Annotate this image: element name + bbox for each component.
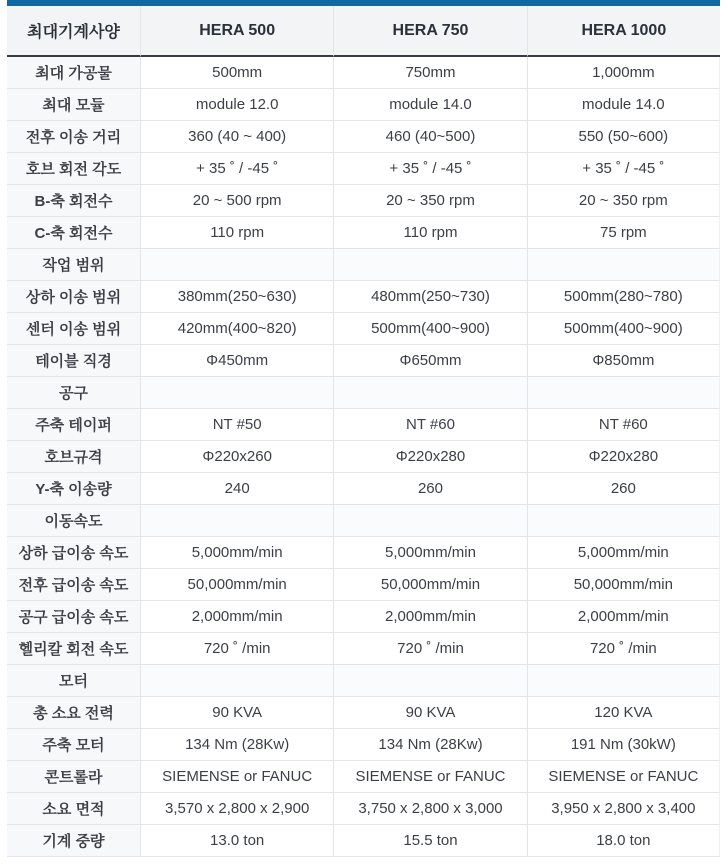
spec-cell: 3,950 x 2,800 x 3,400 [527,793,720,825]
spec-cell: 134 Nm (28Kw) [140,729,333,761]
row-label: C-축 회전수 [7,217,140,249]
row-label: 공구 급이송 속도 [7,601,140,633]
table-row [7,121,720,153]
table-row [7,281,720,313]
spec-cell: 15.5 ton [333,825,526,857]
spec-cell: module 14.0 [527,89,720,121]
spec-cell: 750mm [333,57,526,89]
spec-cell [140,665,333,697]
spec-cell: NT #60 [527,409,720,441]
spec-cell: 75 rpm [527,217,720,249]
spec-table-body [7,57,720,857]
spec-cell: 2,000mm/min [333,601,526,633]
table-row [7,409,720,441]
spec-cell: 500mm(400~900) [527,313,720,345]
spec-cell: 460 (40~500) [333,121,526,153]
row-label: 최대 가공물 [7,57,140,89]
spec-cell: NT #60 [333,409,526,441]
spec-cell: SIEMENSE or FANUC [527,761,720,793]
row-label: 콘트롤라 [7,761,140,793]
spec-cell: 50,000mm/min [140,569,333,601]
spec-cell: 50,000mm/min [527,569,720,601]
row-label: Y-축 이송량 [7,473,140,505]
table-row [7,57,720,89]
spec-cell: 380mm(250~630) [140,281,333,313]
section-label: 이동속도 [7,505,140,537]
section-label: 모터 [7,665,140,697]
spec-cell: Φ220x260 [140,441,333,473]
row-label: 최대 모듈 [7,89,140,121]
spec-cell: module 12.0 [140,89,333,121]
spec-cell: SIEMENSE or FANUC [140,761,333,793]
spec-cell: 20 ~ 350 rpm [527,185,720,217]
spec-cell: 5,000mm/min [140,537,333,569]
row-label: 상하 급이송 속도 [7,537,140,569]
spec-cell: 3,750 x 2,800 x 3,000 [333,793,526,825]
table-row [7,601,720,633]
table-row [7,473,720,505]
spec-cell: 720 ˚ /min [333,633,526,665]
spec-cell: module 14.0 [333,89,526,121]
table-row [7,153,720,185]
row-label: 호브규격 [7,441,140,473]
table-row [7,345,720,377]
spec-cell: 360 (40 ~ 400) [140,121,333,153]
spec-cell: 260 [527,473,720,505]
column-header-hera-500: HERA 500 [140,6,333,57]
table-row [7,633,720,665]
spec-cell: 50,000mm/min [333,569,526,601]
spec-cell: Φ650mm [333,345,526,377]
row-label: 헬리칼 회전 속도 [7,633,140,665]
spec-cell: 500mm [140,57,333,89]
spec-cell [527,505,720,537]
spec-cell: 550 (50~600) [527,121,720,153]
spec-cell [333,249,526,281]
spec-cell: 2,000mm/min [527,601,720,633]
section-row [7,665,720,697]
spec-cell: Φ450mm [140,345,333,377]
table-row [7,793,720,825]
column-header-hera-750: HERA 750 [333,6,526,57]
table-row [7,729,720,761]
spec-cell [527,665,720,697]
spec-cell: 191 Nm (30kW) [527,729,720,761]
spec-cell: 110 rpm [140,217,333,249]
spec-cell: 5,000mm/min [333,537,526,569]
spec-cell: 18.0 ton [527,825,720,857]
spec-cell: 720 ˚ /min [527,633,720,665]
section-row [7,377,720,409]
spec-cell: Φ220x280 [333,441,526,473]
spec-cell: 480mm(250~730) [333,281,526,313]
spec-cell: 13.0 ton [140,825,333,857]
spec-cell: Φ220x280 [527,441,720,473]
spec-cell: 134 Nm (28Kw) [333,729,526,761]
spec-cell: 120 KVA [527,697,720,729]
table-row [7,569,720,601]
table-row [7,313,720,345]
spec-cell: 110 rpm [333,217,526,249]
table-row [7,441,720,473]
spec-cell: 420mm(400~820) [140,313,333,345]
spec-cell: 240 [140,473,333,505]
table-row [7,761,720,793]
row-label: 테이블 직경 [7,345,140,377]
spec-cell: 90 KVA [140,697,333,729]
spec-cell [140,377,333,409]
spec-cell: + 35 ˚ / -45 ˚ [527,153,720,185]
table-header-label: 최대기계사양 [7,6,140,57]
row-label: B-축 회전수 [7,185,140,217]
spec-cell: 2,000mm/min [140,601,333,633]
column-header-hera-1000: HERA 1000 [527,6,720,57]
spec-cell: 500mm(280~780) [527,281,720,313]
spec-cell: + 35 ˚ / -45 ˚ [333,153,526,185]
spec-cell [140,505,333,537]
spec-cell: NT #50 [140,409,333,441]
row-label: 호브 회전 각도 [7,153,140,185]
spec-cell: 260 [333,473,526,505]
spec-cell: 5,000mm/min [527,537,720,569]
section-label: 작업 범위 [7,249,140,281]
spec-cell [140,249,333,281]
spec-cell [333,377,526,409]
spec-cell: Φ850mm [527,345,720,377]
table-row [7,217,720,249]
spec-cell: + 35 ˚ / -45 ˚ [140,153,333,185]
table-row [7,89,720,121]
row-label: 센터 이송 범위 [7,313,140,345]
table-row [7,185,720,217]
row-label: 기계 중량 [7,825,140,857]
spec-cell: 1,000mm [527,57,720,89]
machine-spec-table [7,6,720,857]
table-row [7,697,720,729]
spec-cell: 3,570 x 2,800 x 2,900 [140,793,333,825]
section-row [7,505,720,537]
section-label: 공구 [7,377,140,409]
row-label: 총 소요 전력 [7,697,140,729]
row-label: 소요 면적 [7,793,140,825]
spec-cell [527,249,720,281]
spec-cell: 500mm(400~900) [333,313,526,345]
spec-cell: 90 KVA [333,697,526,729]
spec-cell: 20 ~ 350 rpm [333,185,526,217]
row-label: 전후 급이송 속도 [7,569,140,601]
spec-cell: 720 ˚ /min [140,633,333,665]
table-row [7,537,720,569]
spec-cell: 20 ~ 500 rpm [140,185,333,217]
row-label: 주축 테이퍼 [7,409,140,441]
table-header-row [7,6,720,57]
spec-cell [333,505,526,537]
row-label: 전후 이송 거리 [7,121,140,153]
spec-cell [527,377,720,409]
spec-cell: SIEMENSE or FANUC [333,761,526,793]
table-row [7,825,720,857]
row-label: 주축 모터 [7,729,140,761]
row-label: 상하 이송 범위 [7,281,140,313]
section-row [7,249,720,281]
spec-cell [333,665,526,697]
